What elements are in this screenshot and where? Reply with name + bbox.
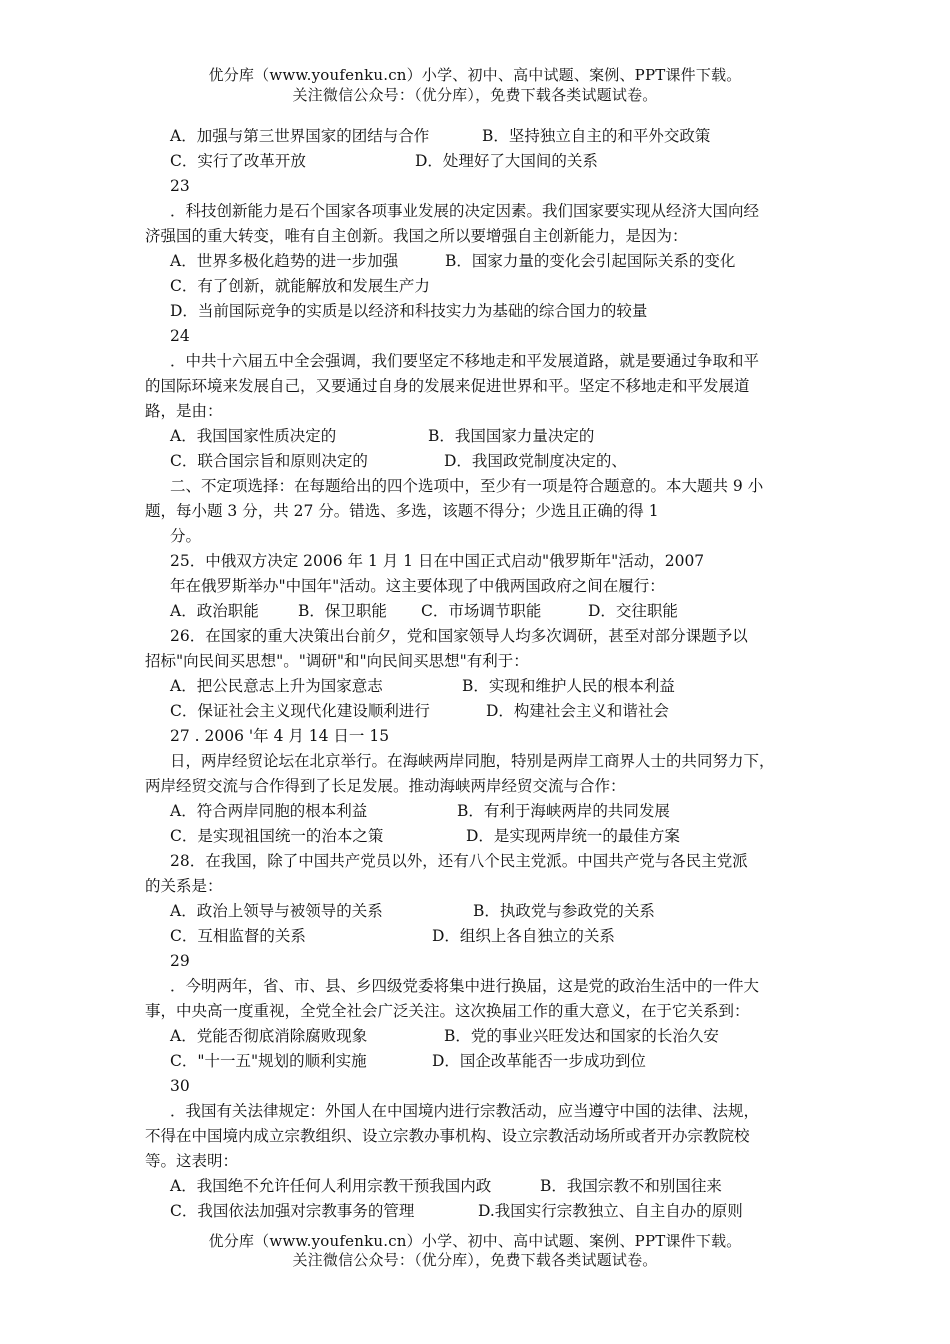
q27-option-b: B．有利于海峡两岸的共同发展 (457, 802, 670, 820)
q24-stem-line-1: ．中共十六届五中全会强调，我们要坚定不移地走和平发展道路，就是要通过争取和平 (170, 352, 760, 370)
q24-option-c: C．联合国宗旨和原则决定的 (170, 452, 368, 470)
q23-stem-line-1: ．科技创新能力是石个国家各项事业发展的决定因素。我们国家要实现从经济大国向经 (170, 202, 760, 220)
section-2-instructions-line-2: 题，每小题 3 分，共 27 分。错选、多选，该题不得分；少选且正确的得 1 (145, 502, 659, 520)
section-2-instructions-line-1: 二、不定项选择：在每题给出的四个选项中，至少有一项是符合题意的。本大题共 9 小 (170, 477, 764, 495)
q23-stem-line-2: 济强国的重大转变，唯有自主创新。我国之所以要增强自主创新能力，是因为： (145, 227, 688, 245)
q29-option-d: D．国企改革能否一步成功到位 (432, 1052, 646, 1070)
q25-option-a: A．政治职能 (170, 602, 259, 620)
q30-stem-line-1: ．我国有关法律规定：外国人在中国境内进行宗教活动，应当遵守中国的法律、法规， (170, 1102, 760, 1120)
q28-stem-line-1: 28．在我国，除了中国共产党员以外，还有八个民主党派。中国共产党与各民主党派 (170, 852, 748, 870)
q22-option-d: D．处理好了大国间的关系 (415, 152, 598, 170)
q26-option-c: C．保证社会主义现代化建设顺利进行 (170, 702, 430, 720)
q25-option-d: D．交往职能 (588, 602, 678, 620)
q30-option-b: B．我国宗教不和别国往来 (540, 1177, 722, 1195)
q29-option-a: A．党能否彻底消除腐败现象 (170, 1027, 368, 1045)
q24-option-a: A．我国国家性质决定的 (170, 427, 337, 445)
q24-number: 24 (170, 327, 190, 345)
q28-option-a: A．政治上领导与被领导的关系 (170, 902, 383, 920)
q22-option-b: B．坚持独立自主的和平外交政策 (482, 127, 711, 145)
q26-stem-line-1: 26．在国家的重大决策出台前夕，党和国家领导人均多次调研，甚至对部分课题予以 (170, 627, 748, 645)
q30-number: 30 (170, 1077, 190, 1095)
q28-option-c: C．互相监督的关系 (170, 927, 306, 945)
q23-option-d: D．当前国际竞争的实质是以经济和科技实力为基础的综合国力的较量 (170, 302, 648, 320)
q26-option-d: D．构建社会主义和谐社会 (486, 702, 669, 720)
q26-stem-line-2: 招标"向民间买思想"。"调研"和"向民间买思想"有利于： (145, 652, 529, 670)
q25-stem-line-2: 年在俄罗斯举办"中国年"活动。这主要体现了中俄两国政府之间在履行： (170, 577, 665, 595)
footer-line-2: 关注微信公众号：（优分库），免费下载各类试题试卷。 (292, 1251, 658, 1269)
q27-stem-line-3: 两岸经贸交流与合作得到了长足发展。推动海峡两岸经贸交流与合作： (145, 777, 626, 795)
q29-stem-line-1: ．今明两年，省、市、县、乡四级党委将集中进行换届，这是党的政治生活中的一件大 (170, 977, 760, 995)
q27-option-d: D．是实现两岸统一的最佳方案 (466, 827, 680, 845)
q24-option-d: D．我国政党制度决定的、 (444, 452, 627, 470)
q28-option-d: D．组织上各自独立的关系 (432, 927, 615, 945)
q28-option-b: B．执政党与参政党的关系 (473, 902, 655, 920)
q23-option-b: B．国家力量的变化会引起国际关系的变化 (445, 252, 736, 270)
footer-line-1: 优分库（www.youfenku.cn）小学、初中、高中试题、案例、PPT课件下载。 (208, 1232, 742, 1250)
q29-stem-line-2: 事，中央高一度重视，全党全社会广泛关注。这次换届工作的重大意义，在于它关系到： (145, 1002, 750, 1020)
q24-option-b: B．我国国家力量决定的 (428, 427, 595, 445)
q30-stem-line-3: 等。这表明： (145, 1152, 239, 1170)
q27-option-c: C．是实现祖国统一的治本之策 (170, 827, 384, 845)
q22-option-a: A．加强与第三世界国家的团结与合作 (170, 127, 430, 145)
q30-option-d: D.我国实行宗教独立、自主自办的原则 (478, 1202, 743, 1220)
q25-stem-line-1: 25．中俄双方决定 2006 年 1 月 1 日在中国正式启动"俄罗斯年"活动，2007 (170, 552, 705, 570)
q24-stem-line-3: 路，是由： (145, 402, 223, 420)
q28-stem-line-2: 的关系是： (145, 877, 223, 895)
q27-stem-line-1: 27 . 2006 '年 4 月 14 日一 15 (170, 727, 390, 745)
q29-number: 29 (170, 952, 190, 970)
q29-option-b: B．党的事业兴旺发达和国家的长治久安 (444, 1027, 719, 1045)
q30-option-a: A．我国绝不允许任何人利用宗教干预我国内政 (170, 1177, 492, 1195)
q24-stem-line-2: 的国际环境来发展自己，又要通过自身的发展来促进世界和平。坚定不移地走和平发展道 (145, 377, 750, 395)
q25-option-c: C．市场调节职能 (421, 602, 542, 620)
q27-stem-line-2: 日，两岸经贸论坛在北京举行。在海峡两岸同胞，特别是两岸工商界人士的共同努力下， (170, 752, 775, 770)
q23-option-a: A．世界多极化趋势的进一步加强 (170, 252, 399, 270)
q29-option-c: C．"十一五"规划的顺利实施 (170, 1052, 367, 1070)
q22-option-c: C．实行了改革开放 (170, 152, 306, 170)
q25-option-b: B．保卫职能 (298, 602, 387, 620)
q30-stem-line-2: 不得在中国境内成立宗教组织、设立宗教办事机构、设立宗教活动场所或者开办宗教院校 (145, 1127, 750, 1145)
q30-option-c: C．我国依法加强对宗教事务的管理 (170, 1202, 415, 1220)
header-line-2: 关注微信公众号：（优分库），免费下载各类试题试卷。 (292, 86, 658, 104)
q26-option-b: B．实现和维护人民的根本利益 (462, 677, 675, 695)
section-2-instructions-line-3: 分。 (170, 527, 202, 545)
q26-option-a: A．把公民意志上升为国家意志 (170, 677, 383, 695)
q23-number: 23 (170, 177, 190, 195)
header-line-1: 优分库（www.youfenku.cn）小学、初中、高中试题、案例、PPT课件下载。 (208, 66, 742, 84)
q27-option-a: A．符合两岸同胞的根本利益 (170, 802, 368, 820)
q23-option-c: C．有了创新，就能解放和发展生产力 (170, 277, 430, 295)
